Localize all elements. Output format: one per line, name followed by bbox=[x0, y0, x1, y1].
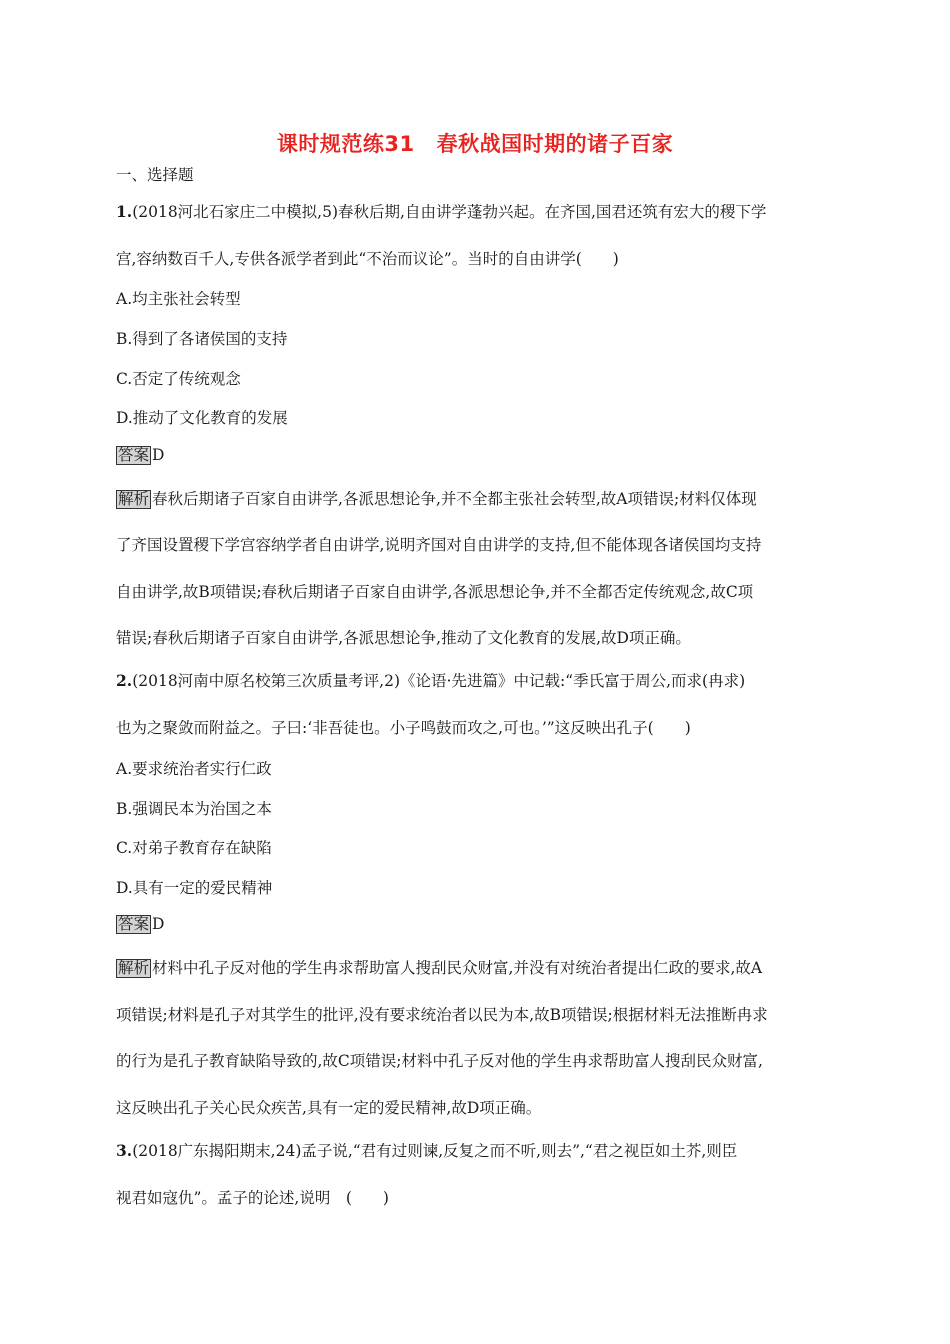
question-1-stem-line-2: 宫,容纳数百千人,专供各派学者到此“不治而议论”。当时的自由讲学( ) bbox=[116, 250, 619, 268]
question-number: 1. bbox=[116, 202, 133, 221]
section-heading: 一、选择题 bbox=[116, 166, 194, 184]
question-number: 2. bbox=[116, 671, 133, 690]
question-2-option-c: C.对弟子教育存在缺陷 bbox=[116, 839, 272, 857]
question-1-analysis-line-4: 错误;春秋后期诸子百家自由讲学,各派思想论争,推动了文化教育的发展,故D项正确。 bbox=[116, 629, 691, 647]
question-1-answer: 答案 D bbox=[118, 446, 165, 464]
question-2-option-d: D.具有一定的爱民精神 bbox=[116, 879, 273, 897]
question-2-analysis-line-2: 项错误;材料是孔子对其学生的批评,没有要求统治者以民为本,故B项错误;根据材料无法推断冉求 bbox=[116, 1006, 768, 1024]
question-1-stem-line-1: 1.(2018河北石家庄二中模拟,5)春秋后期,自由讲学蓬勃兴起。在齐国,国君还筑有宏大的稷下学 bbox=[116, 202, 767, 221]
question-1-analysis-line-3: 自由讲学,故B项错误;春秋后期诸子百家自由讲学,各派思想论争,并不全都否定传统观念,故C项 bbox=[116, 583, 754, 601]
question-2-analysis-line-1: 解析 材料中孔子反对他的学生冉求帮助富人搜刮民众财富,并没有对统治者提出仁政的要求,故A bbox=[118, 959, 763, 977]
answer-label: 答案 bbox=[118, 446, 150, 464]
question-2-analysis-line-4: 这反映出孔子关心民众疾苦,具有一定的爱民精神,故D项正确。 bbox=[116, 1099, 542, 1117]
question-2-option-a: A.要求统治者实行仁政 bbox=[116, 760, 272, 778]
analysis-label: 解析 bbox=[118, 490, 150, 508]
question-number: 3. bbox=[116, 1141, 133, 1160]
question-1-analysis-line-2: 了齐国设置稷下学宫容纳学者自由讲学,说明齐国对自由讲学的支持,但不能体现各诸侯国均支持 bbox=[116, 536, 762, 554]
question-3-stem-line-2: 视君如寇仇”。孟子的论述,说明 ( ) bbox=[116, 1189, 389, 1207]
question-1-option-b: B.得到了各诸侯国的支持 bbox=[116, 330, 288, 348]
question-1-analysis-line-1: 解析 春秋后期诸子百家自由讲学,各派思想论争,并不全都主张社会转型,故A项错误;材料仅体现 bbox=[118, 490, 757, 508]
question-1-option-c: C.否定了传统观念 bbox=[116, 370, 241, 388]
question-2-stem-line-1: 2.(2018河南中原名校第三次质量考评,2)《论语·先进篇》中记载:“季氏富于周公,而求(冉求) bbox=[116, 671, 746, 690]
question-1-option-d: D.推动了文化教育的发展 bbox=[116, 409, 288, 427]
question-2-answer: 答案 D bbox=[118, 915, 165, 933]
question-2-option-b: B.强调民本为治国之本 bbox=[116, 800, 272, 818]
question-1-option-a: A.均主张社会转型 bbox=[116, 290, 241, 308]
page-title: 课时规范练31 春秋战国时期的诸子百家 bbox=[276, 132, 674, 156]
question-3-stem-line-1: 3.(2018广东揭阳期末,24)孟子说,“君有过则谏,反复之而不听,则去”,“君之视臣如土芥,则臣 bbox=[116, 1141, 738, 1160]
analysis-label: 解析 bbox=[118, 959, 150, 977]
question-2-stem-line-2: 也为之聚敛而附益之。子曰:‘非吾徒也。小子鸣鼓而攻之,可也。’”这反映出孔子( ) bbox=[116, 719, 691, 737]
answer-label: 答案 bbox=[118, 915, 150, 933]
question-2-analysis-line-3: 的行为是孔子教育缺陷导致的,故C项错误;材料中孔子反对他的学生冉求帮助富人搜刮民众财富, bbox=[116, 1052, 763, 1070]
